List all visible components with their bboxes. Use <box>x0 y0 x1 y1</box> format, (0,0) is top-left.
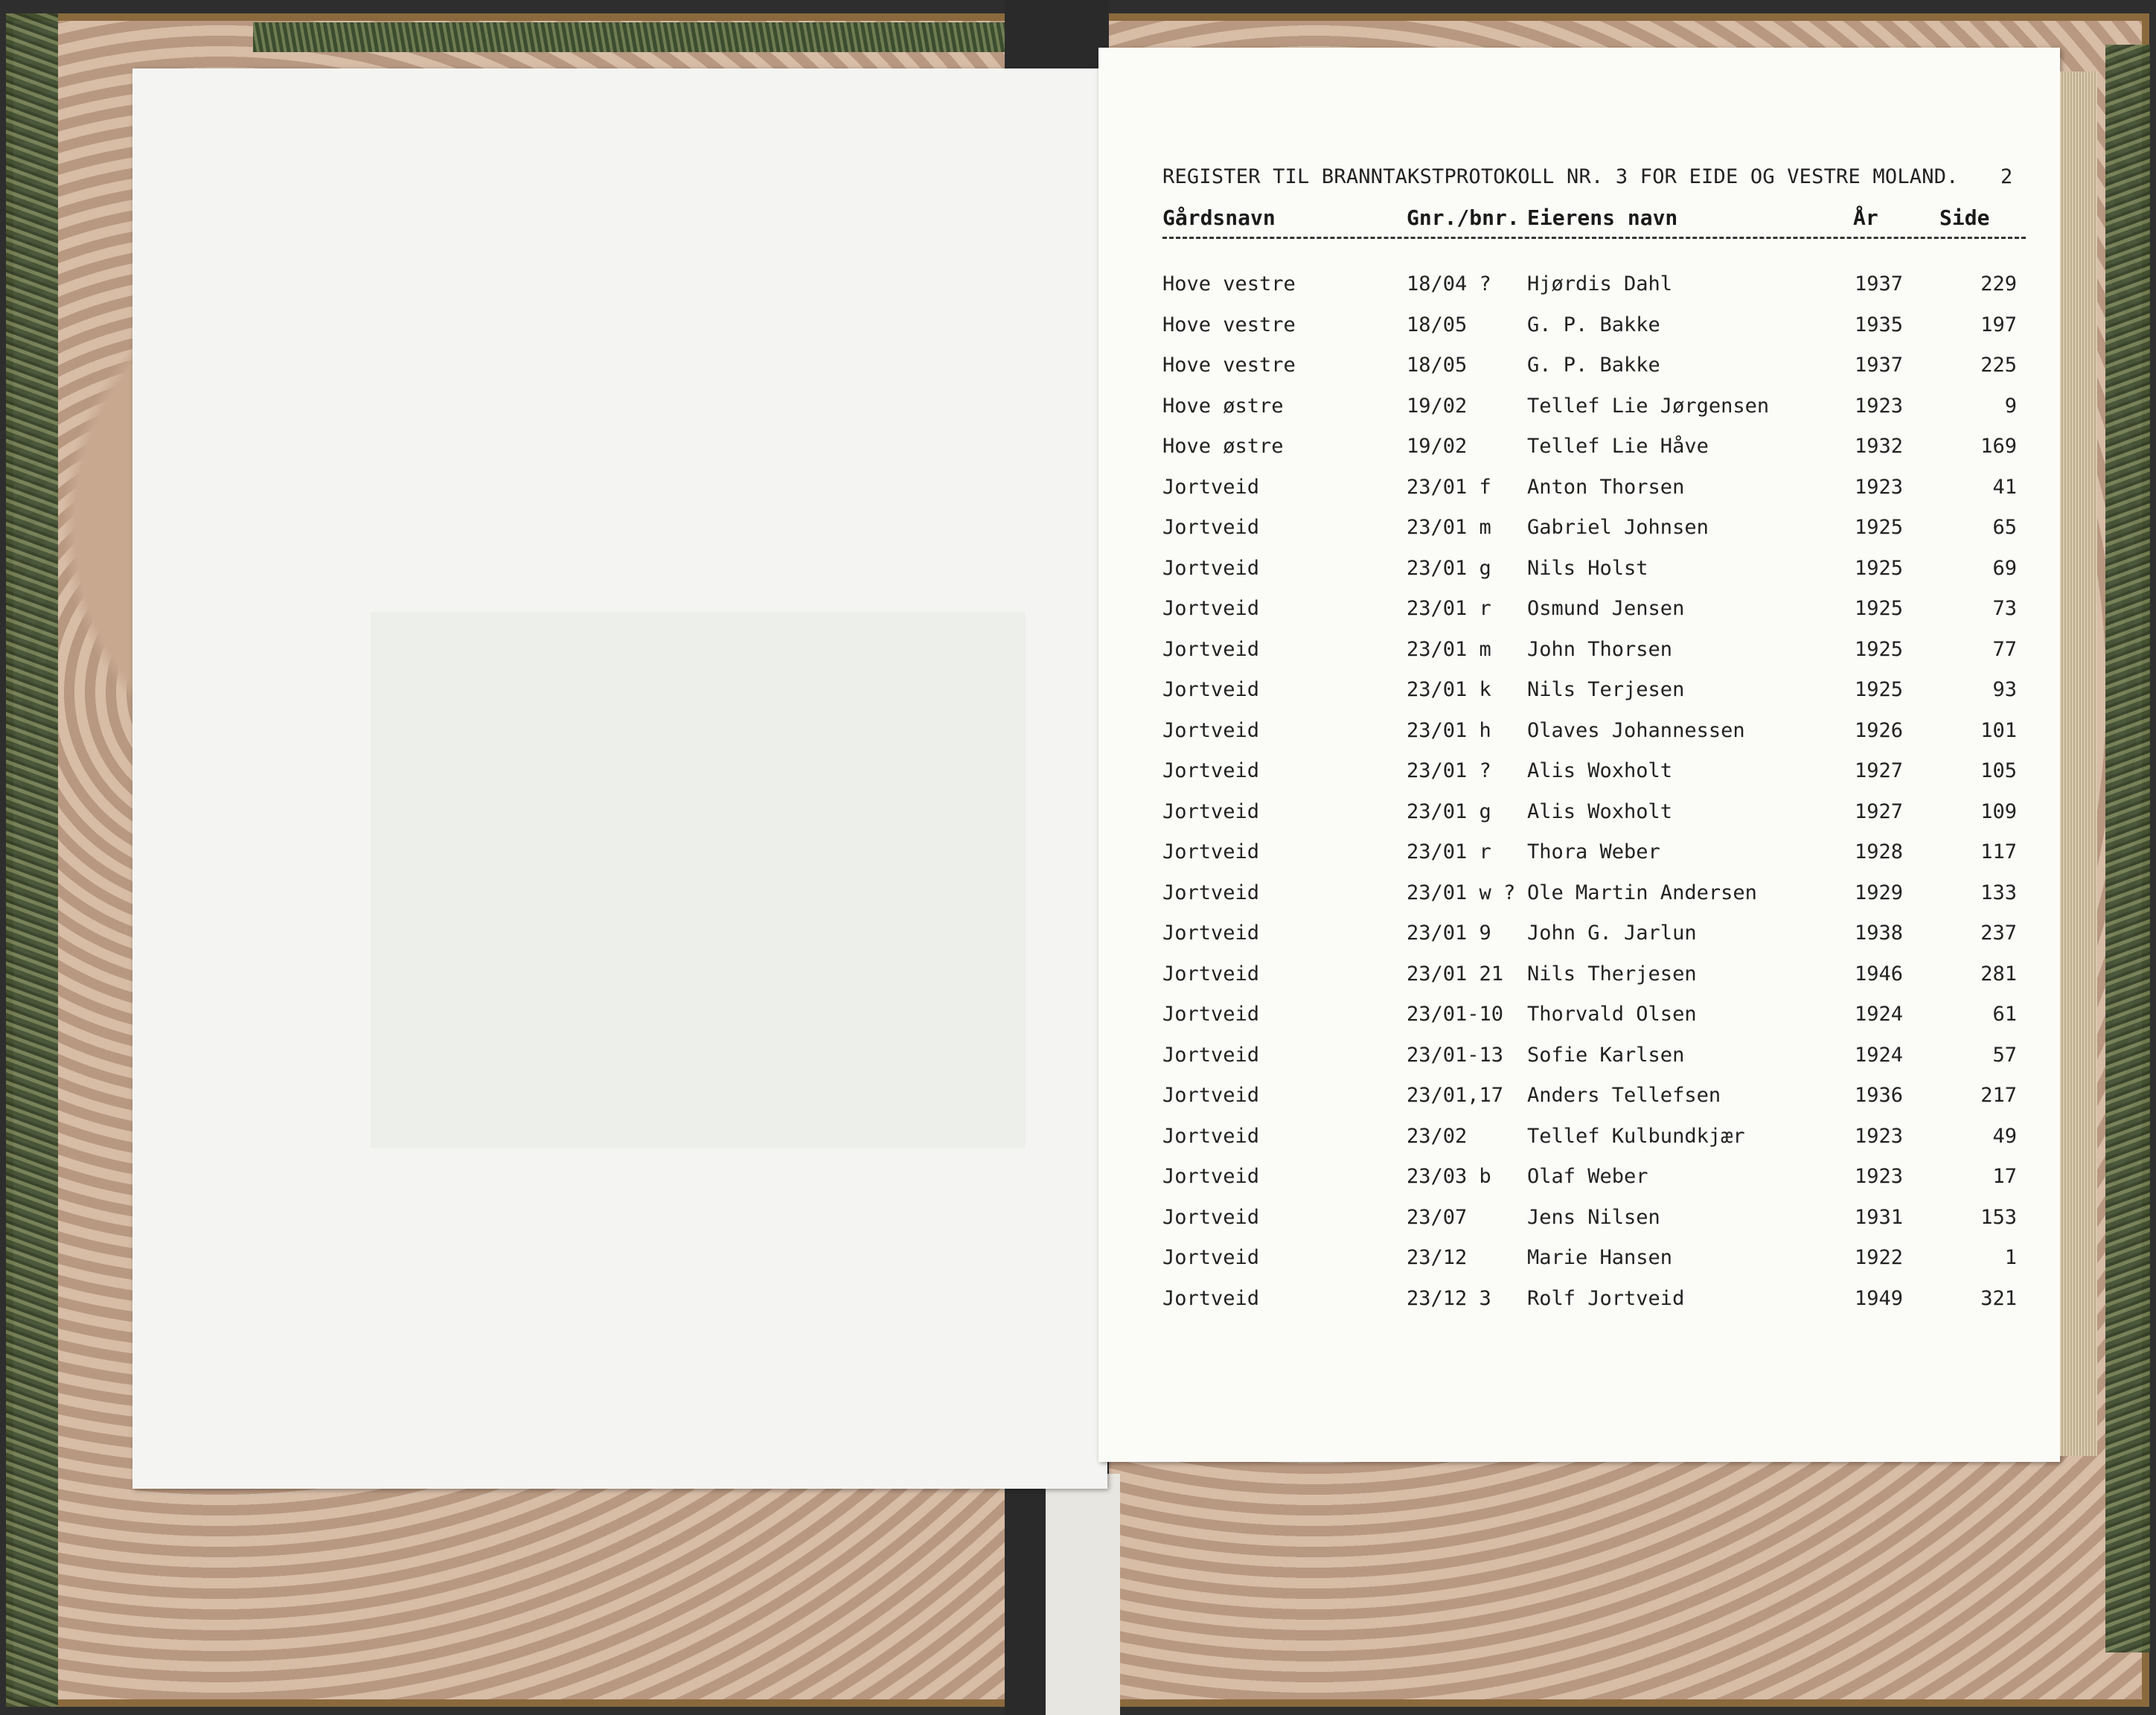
cell-year: 1926 <box>1855 718 1904 742</box>
table-row <box>1162 678 2026 708</box>
cell-page: 281 <box>1980 962 2017 986</box>
cell-farm: Jortveid <box>1162 1043 1260 1067</box>
cell-gnr: 23/01-10 <box>1407 1003 1504 1026</box>
cell-farm: Hove vestre <box>1162 272 1296 296</box>
cell-year: 1927 <box>1855 799 1904 823</box>
cell-farm: Jortveid <box>1162 881 1260 904</box>
cell-owner: G. P. Bakke <box>1527 313 1660 336</box>
cell-owner: Olaf Weber <box>1527 1165 1648 1188</box>
cell-farm: Jortveid <box>1162 678 1260 701</box>
cell-owner: Gabriel Johnsen <box>1527 516 1709 539</box>
cell-owner: Alis Woxholt <box>1527 799 1673 823</box>
cell-page: 41 <box>1992 475 2017 499</box>
cell-owner: Tellef Kulbundkjær <box>1527 1124 1745 1148</box>
table-row <box>1162 1084 2026 1114</box>
cell-page: 169 <box>1980 435 2017 458</box>
cell-year: 1924 <box>1855 1003 1904 1026</box>
cell-owner: Nils Holst <box>1527 556 1648 580</box>
cell-gnr: 23/01 ? <box>1407 759 1491 782</box>
cell-farm: Jortveid <box>1162 1084 1260 1107</box>
cell-page: 61 <box>1992 1003 2017 1026</box>
table-row <box>1162 557 2026 587</box>
cell-year: 1923 <box>1855 394 1904 418</box>
cell-farm: Jortveid <box>1162 840 1260 863</box>
cell-gnr: 23/01 21 <box>1407 962 1504 986</box>
cell-page: 109 <box>1980 799 2017 823</box>
table-row <box>1162 476 2026 505</box>
cell-year: 1923 <box>1855 1124 1904 1148</box>
cell-year: 1928 <box>1855 840 1904 863</box>
cell-owner: Nils Terjesen <box>1527 678 1685 701</box>
cell-gnr: 18/05 <box>1407 354 1468 377</box>
cell-gnr: 23/07 <box>1407 1205 1468 1229</box>
cell-farm: Hove vestre <box>1162 313 1296 336</box>
cell-page: 77 <box>1992 637 2017 661</box>
table-row <box>1162 354 2026 383</box>
cell-year: 1925 <box>1855 556 1904 580</box>
cell-farm: Jortveid <box>1162 597 1260 620</box>
table-row <box>1162 395 2026 424</box>
cell-farm: Jortveid <box>1162 1124 1260 1148</box>
table-row <box>1162 1287 2026 1317</box>
cell-page: 229 <box>1980 272 2017 296</box>
cell-gnr: 23/01 r <box>1407 597 1491 620</box>
cell-farm: Jortveid <box>1162 475 1260 499</box>
page-number: 2 <box>2000 165 2013 188</box>
cell-farm: Hove østre <box>1162 394 1284 418</box>
cell-page: 101 <box>1980 718 2017 742</box>
cell-page: 117 <box>1980 840 2017 863</box>
cell-owner: Tellef Lie Jørgensen <box>1527 394 1770 418</box>
cell-year: 1924 <box>1855 1043 1904 1067</box>
header-gnr: Gnr./bnr. <box>1407 205 1520 230</box>
cell-farm: Jortveid <box>1162 759 1260 782</box>
cell-owner: Anton Thorsen <box>1527 475 1685 499</box>
cell-farm: Jortveid <box>1162 1165 1260 1188</box>
cell-year: 1937 <box>1855 272 1904 296</box>
cell-farm: Jortveid <box>1162 1246 1260 1269</box>
header-page: Side <box>1939 205 1990 230</box>
cell-gnr: 23/01,17 <box>1407 1084 1504 1107</box>
cell-owner: John Thorsen <box>1527 637 1673 661</box>
cell-gnr: 23/01 m <box>1407 516 1491 539</box>
cell-page: 65 <box>1992 516 2017 539</box>
cell-gnr: 23/01 m <box>1407 637 1491 661</box>
cell-year: 1922 <box>1855 1246 1904 1269</box>
cell-page: 69 <box>1992 556 2017 580</box>
cell-year: 1925 <box>1855 678 1904 701</box>
cell-page: 217 <box>1980 1084 2017 1107</box>
cell-farm: Jortveid <box>1162 922 1260 945</box>
page-edges <box>2060 71 2097 1456</box>
table-row <box>1162 759 2026 789</box>
header-farm: Gårdsnavn <box>1162 205 1276 230</box>
cell-gnr: 23/01 r <box>1407 840 1491 863</box>
cell-owner: Osmund Jensen <box>1527 597 1685 620</box>
table-row <box>1162 597 2026 627</box>
cell-year: 1931 <box>1855 1205 1904 1229</box>
cell-year: 1929 <box>1855 881 1904 904</box>
cell-farm: Jortveid <box>1162 556 1260 580</box>
header-year: År <box>1853 205 1878 230</box>
cell-gnr: 23/01 w ? <box>1407 881 1516 904</box>
table-row <box>1162 840 2026 870</box>
cell-year: 1936 <box>1855 1084 1904 1107</box>
cell-year: 1923 <box>1855 1165 1904 1188</box>
table-row <box>1162 1246 2026 1276</box>
cell-owner: Nils Therjesen <box>1527 962 1697 986</box>
table-row <box>1162 272 2026 302</box>
cell-page: 57 <box>1992 1043 2017 1067</box>
table-row <box>1162 1165 2026 1195</box>
cell-year: 1927 <box>1855 759 1904 782</box>
table-row <box>1162 800 2026 830</box>
cell-farm: Hove østre <box>1162 435 1284 458</box>
table-row <box>1162 1125 2026 1154</box>
cell-gnr: 23/12 3 <box>1407 1286 1491 1310</box>
table-row <box>1162 435 2026 464</box>
cell-owner: G. P. Bakke <box>1527 354 1660 377</box>
cell-page: 17 <box>1992 1165 2017 1188</box>
cover-edge-top <box>253 22 1034 52</box>
table-row <box>1162 1003 2026 1032</box>
cell-year: 1935 <box>1855 313 1904 336</box>
cell-page: 225 <box>1980 354 2017 377</box>
cell-gnr: 23/03 b <box>1407 1165 1491 1188</box>
cell-farm: Jortveid <box>1162 1205 1260 1229</box>
cell-gnr: 23/01 g <box>1407 799 1491 823</box>
cell-owner: Thorvald Olsen <box>1527 1003 1697 1026</box>
cell-gnr: 18/04 ? <box>1407 272 1491 296</box>
cell-gnr: 23/01 9 <box>1407 922 1491 945</box>
cell-owner: Thora Weber <box>1527 840 1660 863</box>
cell-owner: Olaves Johannessen <box>1527 718 1745 742</box>
cell-owner: Sofie Karlsen <box>1527 1043 1685 1067</box>
table-row <box>1162 638 2026 668</box>
cell-owner: Marie Hansen <box>1527 1246 1673 1269</box>
cell-year: 1925 <box>1855 516 1904 539</box>
cell-page: 73 <box>1992 597 2017 620</box>
cell-year: 1923 <box>1855 475 1904 499</box>
table-row <box>1162 1044 2026 1073</box>
table-row <box>1162 516 2026 546</box>
cell-owner: Rolf Jortveid <box>1527 1286 1685 1310</box>
table-row <box>1162 313 2026 343</box>
cell-page: 49 <box>1992 1124 2017 1148</box>
cell-farm: Jortveid <box>1162 718 1260 742</box>
cell-farm: Jortveid <box>1162 799 1260 823</box>
cell-owner: Ole Martin Andersen <box>1527 881 1757 904</box>
cell-farm: Jortveid <box>1162 1003 1260 1026</box>
cell-farm: Jortveid <box>1162 516 1260 539</box>
cell-year: 1938 <box>1855 922 1904 945</box>
cell-gnr: 23/12 <box>1407 1246 1468 1269</box>
cell-page: 9 <box>2004 394 2017 418</box>
cell-owner: Jens Nilsen <box>1527 1205 1660 1229</box>
cell-farm: Jortveid <box>1162 637 1260 661</box>
cell-gnr: 23/01 h <box>1407 718 1491 742</box>
cell-page: 237 <box>1980 922 2017 945</box>
header-owner: Eierens navn <box>1527 205 1678 230</box>
cell-owner: John G. Jarlun <box>1527 922 1697 945</box>
cell-page: 93 <box>1992 678 2017 701</box>
cell-page: 1 <box>2004 1246 2017 1269</box>
cell-gnr: 23/01 k <box>1407 678 1491 701</box>
document-title: REGISTER TIL BRANNTAKSTPROTOKOLL NR. 3 FOR EIDE OG VESTRE MOLAND. <box>1162 165 1959 188</box>
cell-gnr: 19/02 <box>1407 435 1468 458</box>
cell-year: 1925 <box>1855 637 1904 661</box>
cell-year: 1932 <box>1855 435 1904 458</box>
cell-year: 1937 <box>1855 354 1904 377</box>
cell-gnr: 18/05 <box>1407 313 1468 336</box>
cell-gnr: 19/02 <box>1407 394 1468 418</box>
cell-owner: Anders Tellefsen <box>1527 1084 1721 1107</box>
cell-farm: Hove vestre <box>1162 354 1296 377</box>
cell-farm: Jortveid <box>1162 962 1260 986</box>
cell-owner: Alis Woxholt <box>1527 759 1673 782</box>
cover-edge-right <box>2105 45 2150 1652</box>
spine-tape <box>1046 1474 1120 1715</box>
table-row <box>1162 881 2026 911</box>
cell-owner: Hjørdis Dahl <box>1527 272 1673 296</box>
cell-gnr: 23/02 <box>1407 1124 1468 1148</box>
cell-gnr: 23/01-13 <box>1407 1043 1504 1067</box>
cell-page: 153 <box>1980 1205 2017 1229</box>
cell-farm: Jortveid <box>1162 1286 1260 1310</box>
cell-page: 105 <box>1980 759 2017 782</box>
cell-page: 133 <box>1980 881 2017 904</box>
cell-page: 197 <box>1980 313 2017 336</box>
table-row <box>1162 1206 2026 1236</box>
left-page-blank <box>132 68 1107 1489</box>
cell-gnr: 23/01 g <box>1407 556 1491 580</box>
cell-gnr: 23/01 f <box>1407 475 1491 499</box>
cell-page: 321 <box>1980 1286 2017 1310</box>
table-row <box>1162 719 2026 749</box>
cell-year: 1925 <box>1855 597 1904 620</box>
cover-edge-left <box>6 13 58 1707</box>
header-divider <box>1162 237 2026 239</box>
table-row <box>1162 922 2026 951</box>
cell-year: 1946 <box>1855 962 1904 986</box>
cell-owner: Tellef Lie Håve <box>1527 435 1709 458</box>
table-row <box>1162 962 2026 992</box>
cell-year: 1949 <box>1855 1286 1904 1310</box>
